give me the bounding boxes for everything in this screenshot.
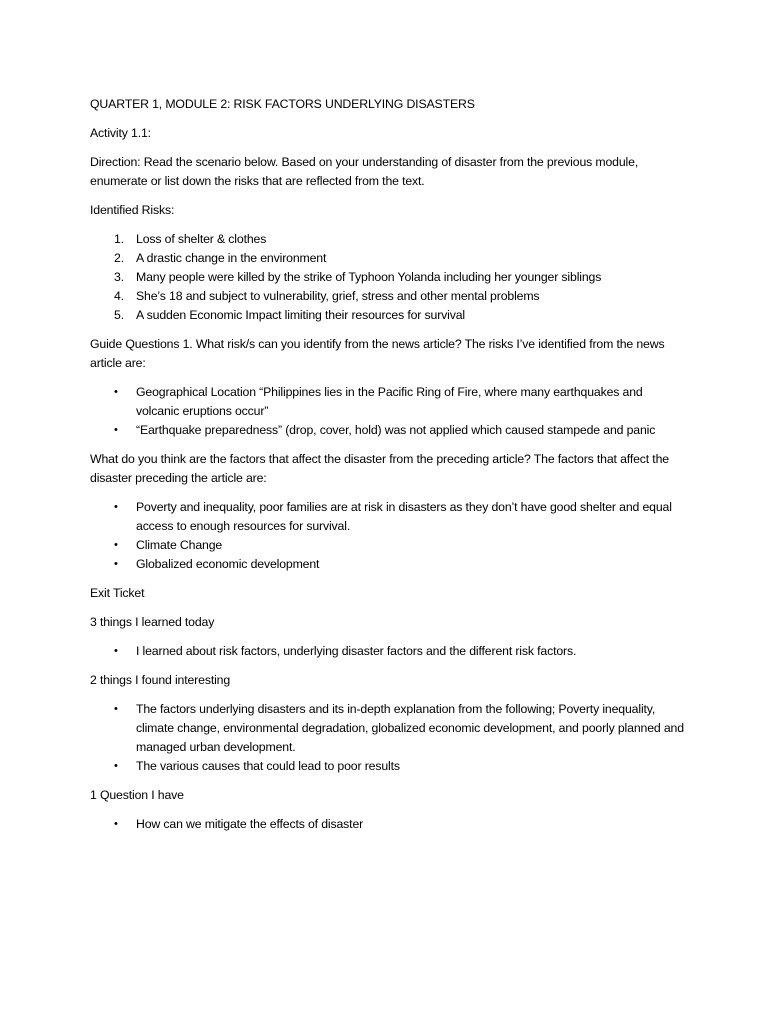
list-item-text: The factors underlying disasters and its in-depth explanation from the following; Poverty inequality, climate change, environmental degradation, globalized economic development, and poorly planned and managed urban development. <box>136 702 684 754</box>
list-number: 3. <box>114 270 124 284</box>
list-item <box>90 555 685 574</box>
list-number: 2. <box>114 251 124 265</box>
list-item <box>90 268 685 287</box>
bullet-icon: • <box>114 501 118 513</box>
identified-risks-heading: Identified Risks: <box>90 203 175 217</box>
bullet-icon: • <box>114 645 118 657</box>
list-number: 5. <box>114 308 124 322</box>
list-item-text: Climate Change <box>136 538 223 552</box>
list-item <box>90 815 685 834</box>
bullet-icon: • <box>114 539 118 551</box>
question-list <box>90 815 685 834</box>
bullet-icon: • <box>114 558 118 570</box>
interesting-heading: 2 things I found interesting <box>90 673 231 687</box>
document-title: QUARTER 1, MODULE 2: RISK FACTORS UNDERLYING DISASTERS <box>90 97 475 111</box>
list-item-text: “Earthquake preparedness” (drop, cover, hold) was not applied which caused stampede and panic <box>136 423 656 437</box>
list-item <box>90 421 685 440</box>
bullet-icon: • <box>114 703 118 715</box>
learned-heading: 3 things I learned today <box>90 615 215 629</box>
list-item <box>90 757 685 776</box>
list-item <box>90 498 685 536</box>
bullet-icon: • <box>114 386 118 398</box>
list-item <box>90 700 685 757</box>
bullet-icon: • <box>114 760 118 772</box>
question-heading: 1 Question I have <box>90 788 184 802</box>
learned-list <box>90 642 685 661</box>
bullet-icon: • <box>114 424 118 436</box>
interesting-list <box>90 700 685 776</box>
list-item-text: Many people were killed by the strike of Typhoon Yolanda including her younger siblings <box>136 270 602 284</box>
document-page <box>90 95 685 844</box>
list-item-text: I learned about risk factors, underlying disaster factors and the different risk factors. <box>136 644 577 658</box>
guide-question-2: What do you think are the factors that affect the disaster from the preceding article? The factors that affect the disaster preceding the article are: <box>90 452 669 485</box>
guide-question-2-answers <box>90 498 685 574</box>
list-item <box>90 230 685 249</box>
list-item-text: Geographical Location “Philippines lies in the Pacific Ring of Fire, where many earthquakes and volcanic eruptions occur” <box>136 385 643 418</box>
list-item-text: She’s 18 and subject to vulnerability, grief, stress and other mental problems <box>136 289 540 303</box>
list-number: 4. <box>114 289 124 303</box>
list-item <box>90 249 685 268</box>
bullet-icon: • <box>114 818 118 830</box>
exit-ticket-heading: Exit Ticket <box>90 586 145 600</box>
list-item-text: Poverty and inequality, poor families are at risk in disasters as they don’t have good shelter and equal access to enough resources for survival. <box>136 500 672 533</box>
list-item <box>90 306 685 325</box>
list-item-text: A drastic change in the environment <box>136 251 327 265</box>
list-item <box>90 536 685 555</box>
identified-risks-list <box>90 230 685 325</box>
list-item <box>90 642 685 661</box>
guide-question-1-answers <box>90 383 685 440</box>
guide-question-1: Guide Questions 1. What risk/s can you identify from the news article? The risks I’ve identified from the news article are: <box>90 337 665 370</box>
direction-text: Direction: Read the scenario below. Based on your understanding of disaster from the previous module, enumerate or list down the risks that are reflected from the text. <box>90 155 639 188</box>
list-number: 1. <box>114 232 124 246</box>
list-item <box>90 383 685 421</box>
list-item-text: The various causes that could lead to poor results <box>136 759 400 773</box>
list-item-text: Loss of shelter & clothes <box>136 232 267 246</box>
list-item-text: A sudden Economic Impact limiting their resources for survival <box>136 308 466 322</box>
list-item-text: Globalized economic development <box>136 557 320 571</box>
list-item-text: How can we mitigate the effects of disaster <box>136 817 364 831</box>
activity-label: Activity 1.1: <box>90 126 151 140</box>
list-item <box>90 287 685 306</box>
